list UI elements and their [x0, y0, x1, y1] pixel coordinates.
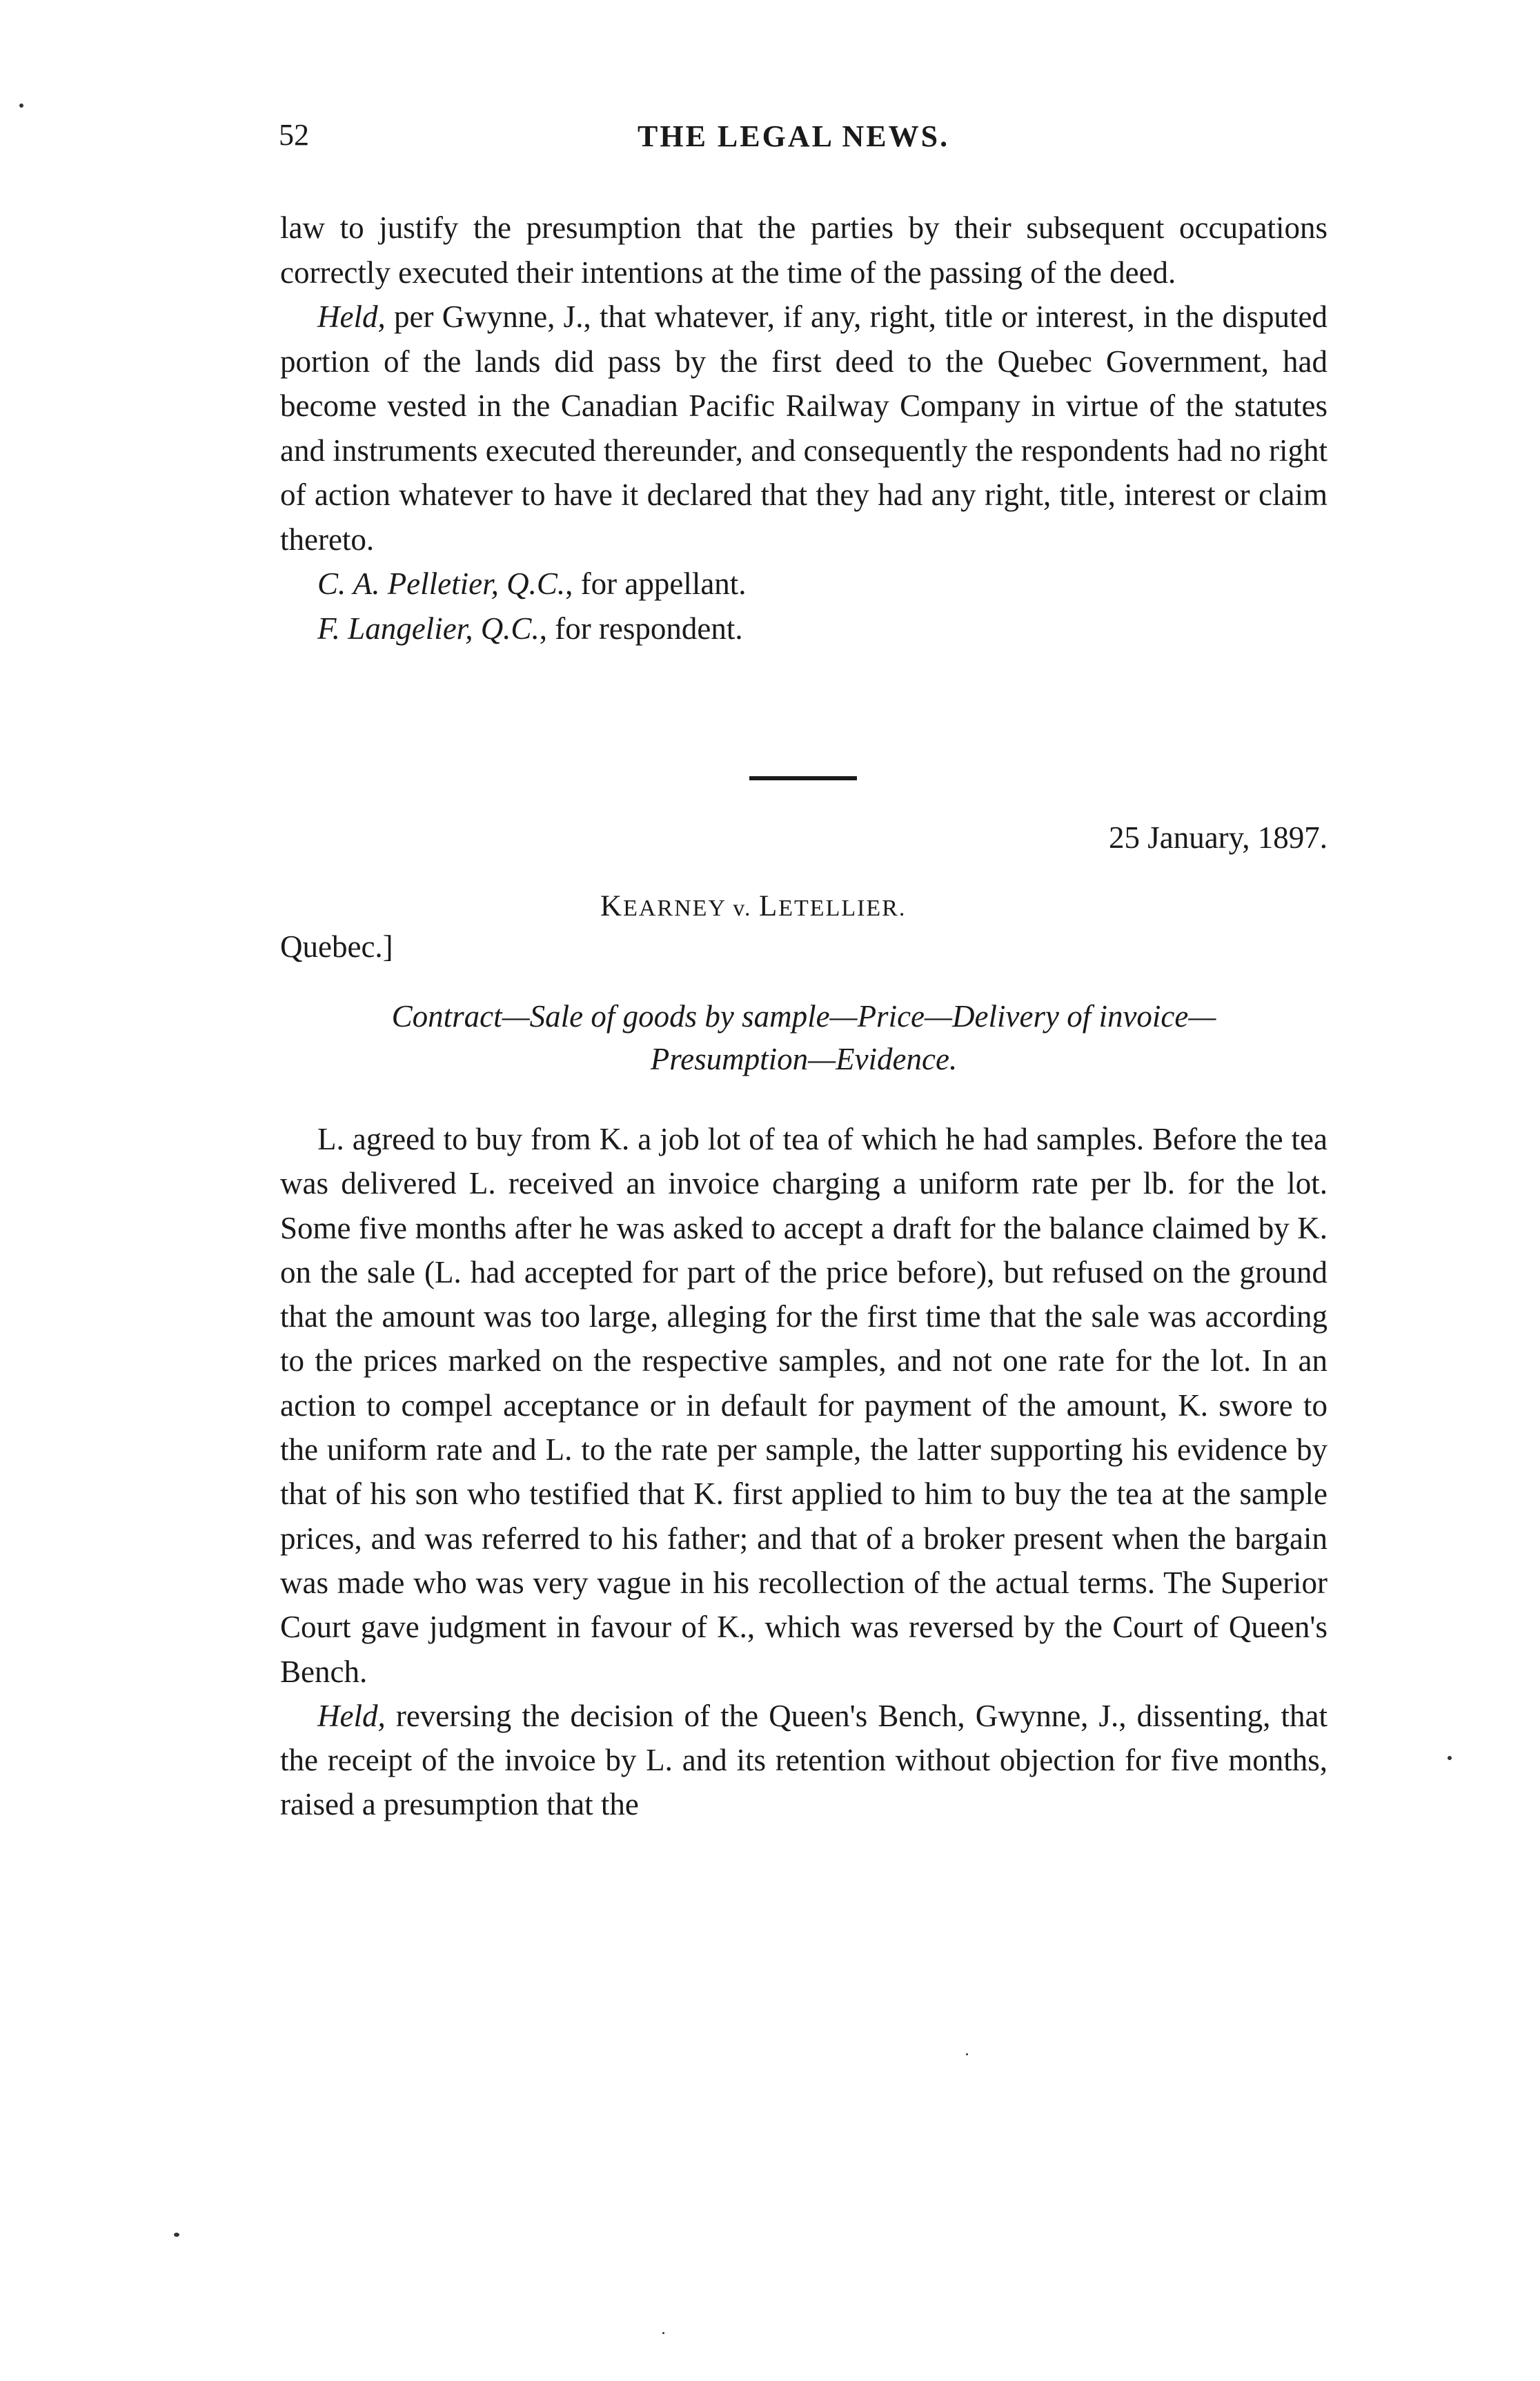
counsel-respondent-role: , for respondent.: [539, 611, 743, 646]
scan-speck: [662, 2332, 664, 2334]
case-headnote: [280, 995, 1327, 1080]
scan-speck: [1448, 1756, 1452, 1760]
headnote-line-2: Presumption—Evidence.: [650, 1042, 958, 1076]
new-case-held-paragraph: [280, 1694, 1327, 1827]
case-date: 25 January, 1897.: [1108, 820, 1327, 855]
new-held-text: reversing the decision of the Queen's Bench, Gwynne, J., dissenting, that the receipt of the invoice by L. and its retention without objection for five months, raised a presumption that the: [280, 1698, 1327, 1822]
case-title-versus: v.: [725, 896, 759, 921]
facts-paragraph: L. agreed to buy from K. a job lot of tea of which he had samples. Before the tea was delivered L. received an invoice charging a uniform rate per lb. for the lot. Some five months after he was asked to accept a draft for the balance claimed by K. on the sale (L. had accepted for part of the price before), but refused on the ground that the amount was too large, alleging for the first time that the sale was according to the prices marked on the respective samples, and not one rate for the lot. In an action to compel acceptance or in default for payment of the amount, K. swore to the uniform rate and L. to the rate per sample, the latter supporting his evidence by that of his son who testified that K. first applied to him to buy the tea at the sample prices, and was referred to his father; and that of a broker present when the bargain was made who was very vague in his recollection of the actual terms. The Superior Court gave judgment in favour of K., which was reversed by the Court of Queen's Bench.: [280, 1122, 1327, 1689]
counsel-respondent-name: F. Langelier, Q.C.: [317, 611, 540, 646]
previous-case-held-paragraph: [280, 295, 1327, 562]
case-title-l: L: [758, 890, 779, 922]
case-province: Quebec.]: [280, 929, 393, 964]
journal-title: THE LEGAL NEWS.: [638, 119, 950, 153]
scan-speck: [174, 2233, 179, 2237]
case-title-k: K: [600, 890, 624, 922]
case-title-earney: EARNEY: [623, 896, 726, 921]
previous-case-text: [280, 206, 1327, 651]
scan-speck: [966, 2053, 968, 2055]
page-number: 52: [279, 118, 309, 152]
held-text: per Gwynne, J., that whatever, if any, right, title or interest, in the disputed portion of the lands did pass by the first deed to the Quebec Government, had become vested in the Canadian Pacific Railway Company in virtue of the statutes and instruments executed thereunder, and consequently the respondents had no right of action whatever to have it declared that they had any right, title, interest or claim thereto.: [280, 299, 1327, 557]
new-held-label: Held,: [317, 1698, 386, 1733]
held-label: Held,: [317, 299, 386, 334]
running-head: [279, 117, 1327, 166]
new-case-text: [280, 1117, 1327, 1827]
section-divider-rule: [749, 776, 857, 780]
case-title-etellier: ETELLIER.: [778, 896, 907, 921]
counsel-list: [280, 562, 1327, 651]
counsel-respondent: [317, 606, 1327, 651]
case-title: [600, 889, 906, 923]
scan-speck: [19, 103, 23, 108]
headnote-line-1: Contract—Sale of goods by sample—Price—Delivery of invoice—: [391, 999, 1216, 1034]
previous-case-paragraph: law to justify the presumption that the parties by their subsequent occupations correctly executed their intentions at the time of the passing of the deed.: [280, 210, 1327, 290]
counsel-appellant: [317, 562, 1327, 606]
counsel-appellant-role: , for appellant.: [565, 566, 747, 601]
counsel-appellant-name: C. A. Pelletier, Q.C.: [317, 566, 566, 601]
